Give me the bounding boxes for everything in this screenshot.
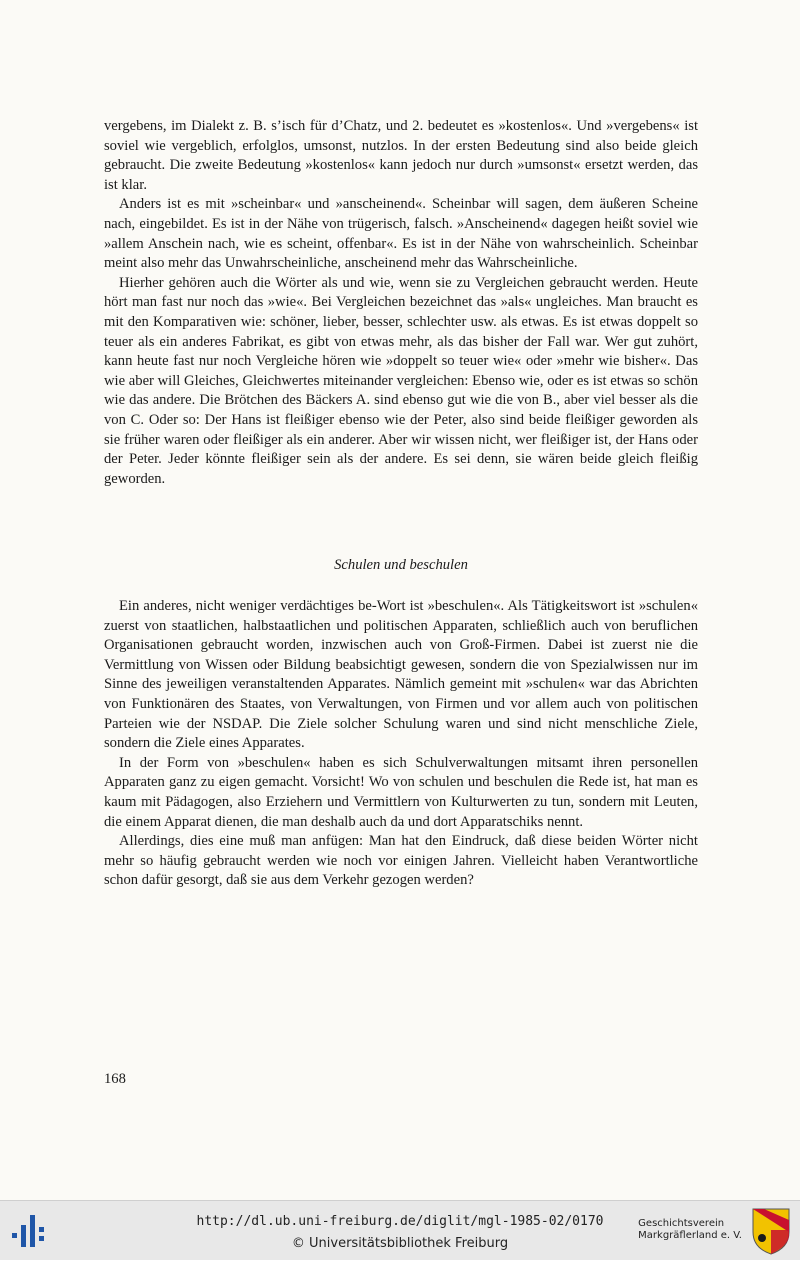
society-name bbox=[638, 1218, 742, 1242]
society-line-1: Geschichtsverein bbox=[638, 1218, 725, 1229]
coat-of-arms-icon bbox=[750, 1206, 792, 1256]
paragraph: Allerdings, dies eine muß man anfügen: Man hat den Eindruck, daß diese beiden Wörter nicht mehr so häufig gebraucht werden wie noch vor einigen Jahren. Vielleicht haben Verantwortliche schon dafür gesorgt, daß sie aus dem Verkehr gezogen werden? bbox=[104, 833, 698, 889]
paragraph: Ein anderes, nicht weniger verdächtiges be-Wort ist »beschulen«. Als Tätigkeitswort ist »schulen« zuerst von staatlichen, halbstaatlichen und politischen Apparaten, schließlich auch von beruflichen Organisationen gebraucht worden, inzwischen auch von Groß-Firmen. Dabei ist zuerst nie die Vermittlung von Wissen oder Bildung beabsichtigt gewesen, sondern die von Spezialwissen nur im Sinne des jeweiligen veranstaltenden Apparates. Nämlich gemeint mit »schulen« war das Abrichten von Funktionären des Staates, von Verwaltungen, von Firmen und vor allem auch von politischen Parteien wie der NSDAP. Die Ziele solcher Schulung waren und sind nicht menschliche Ziele, sondern die Ziele eines Apparates. bbox=[104, 598, 698, 752]
page-number: 168 bbox=[104, 1071, 126, 1087]
paragraph: Anders ist es mit »scheinbar« und »anscheinend«. Scheinbar will sagen, dem äußeren Scheine nach, eingebildet. Es ist in der Nähe von trügerisch, falsch. »Anscheinend« dagegen heißt soviel wie »allem Anschein nach, wie es scheint, offenbar«. Es ist in der Nähe von wahrscheinlich. Scheinbar meint also mehr das Unwahrscheinliche, anscheinend mehr das Wahrscheinliche. bbox=[104, 196, 698, 272]
document-url-link[interactable]: http://dl.ub.uni-freiburg.de/diglit/mgl-1985-02/0170 bbox=[196, 1214, 604, 1229]
paragraph: vergebens, im Dialekt z. B. s’isch für d’Chatz, und 2. bedeutet es »kostenlos«. Und »vergebens« ist soviel wie vergeblich, erfolglos, umsonst, nutzlos. In der ersten Bedeutung sind also beide gleich gebraucht. Die zweite Bedeutung »kostenlos« kann jedoch nur durch »umsonst« ersetzt werden, das ist klar. bbox=[104, 118, 698, 193]
society-line-2: Markgräflerland e. V. bbox=[638, 1230, 742, 1241]
viewer-footer bbox=[0, 1200, 800, 1260]
paragraph: In der Form von »beschulen« haben es sich Schulverwaltungen mitsamt ihren personellen Apparaten ganz zu eigen gemacht. Vorsicht! Wo von schulen und beschulen die Rede ist, hat man es kaum mit Pädagogen, also Erziehern und Vermittlern von Kulturwerten zu tun, sondern mit Leuten, die einem Apparat dienen, die man deshalb auch da und dort Apparatschiks nennt. bbox=[104, 754, 698, 830]
paragraph: Hierher gehören auch die Wörter als und wie, wenn sie zu Vergleichen gebraucht werden. Heute hört man fast nur noch das »wie«. Bei Vergleichen bezeichnet das »als« ungleiches. Man braucht es mit den Komparativen wie: schöner, lieber, besser, schlechter usw. als etwas. Es ist etwas doppelt so teuer als ein anderes Fabrikat, es gibt von etwas mehr, als das bisher der Fall war. Wer gut zuhört, kann heute fast nur noch Vergleiche hören wie »doppelt so teuer wie« oder »mehr wie bisher«. Das wie aber will Gleiches, Gleichwertes miteinander vergleichen: Ebenso wie, oder es ist etwas so schön wie das andere. Die Brötchen des Bäckers A. sind ebenso gut wie die von B., aber viel besser als die von C. Oder so: Der Hans ist fleißiger ebenso wie der Peter, also sind beide fleißiger geworden als sie früher waren oder fleißiger als ein anderer. Aber wir wissen nicht, wer fleißiger ist, der Hans oder der Peter. Jeder könnte fleißiger sein als der andere. Es sei denn, sie wären beide gleich fleißig geworden. bbox=[104, 274, 698, 487]
body-text-section-2 bbox=[104, 597, 698, 891]
section-heading: Schulen und beschulen bbox=[334, 557, 468, 573]
copyright-text: © Universitätsbibliothek Freiburg bbox=[291, 1236, 509, 1251]
body-text-section-1 bbox=[104, 117, 698, 489]
